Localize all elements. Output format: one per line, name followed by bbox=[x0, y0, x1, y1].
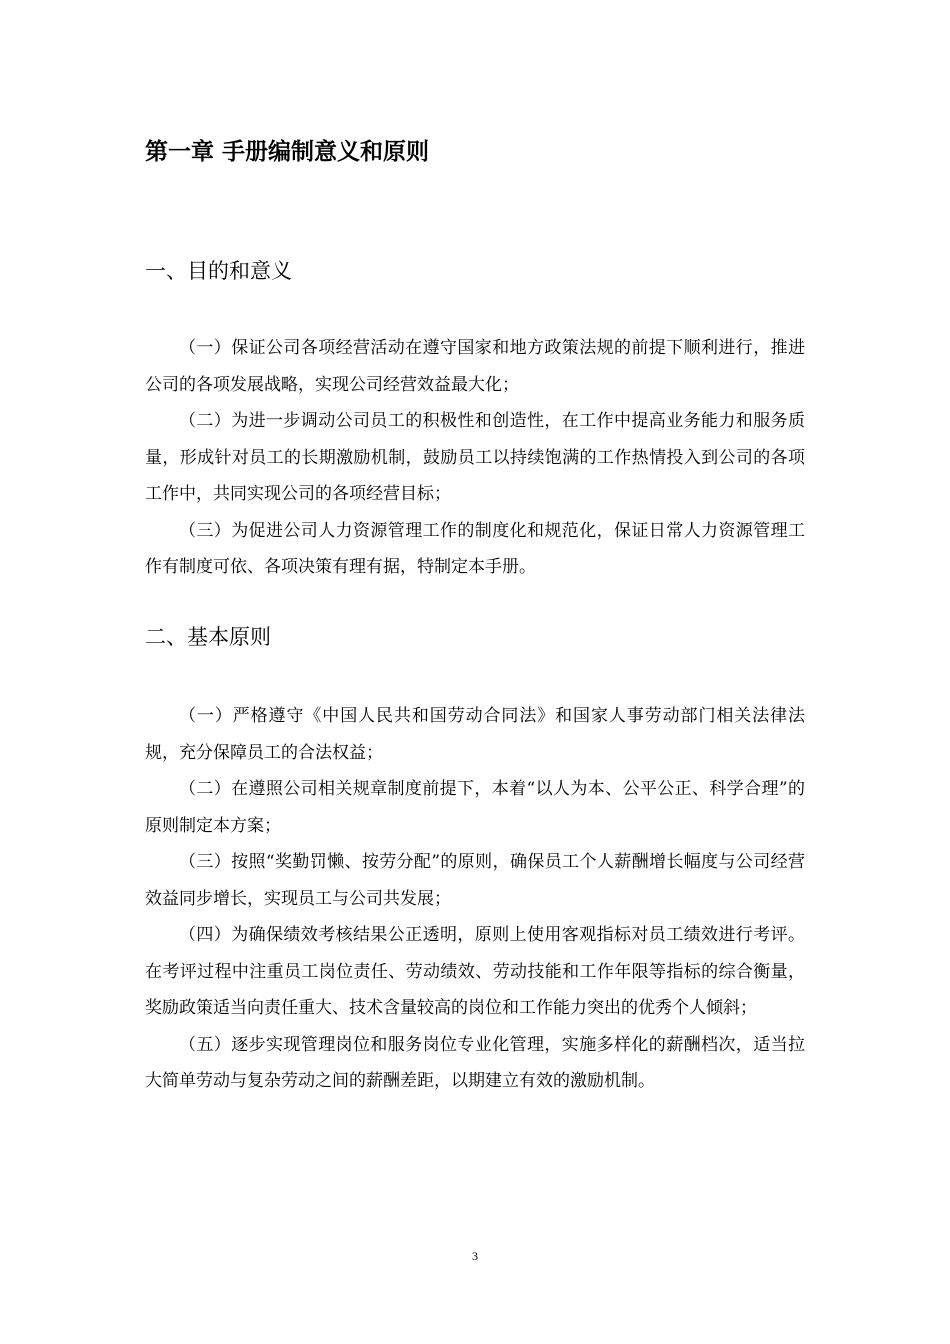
page-number: 3 bbox=[472, 1249, 478, 1263]
paragraph: （三）为促进公司人力资源管理工作的制度化和规范化，保证日常人力资源管理工作有制度可依、各项决策有理有据，特制定本手册。 bbox=[145, 520, 805, 577]
section-body-principles bbox=[145, 698, 805, 1100]
chapter-title: 第一章 手册编制意义和原则 bbox=[145, 139, 430, 165]
section-heading-purpose: 一、目的和意义 bbox=[145, 259, 292, 283]
paragraph: （五）逐步实现管理岗位和服务岗位专业化管理，实施多样化的薪酬档次，适当拉大简单劳动与复杂劳动之间的薪酬差距，以期建立有效的激励机制。 bbox=[145, 1034, 805, 1091]
section-body-purpose bbox=[145, 330, 805, 586]
paragraph: （一）保证公司各项经营活动在遵守国家和地方政策法规的前提下顺利进行，推进公司的各项发展战略，实现公司经营效益最大化； bbox=[145, 338, 805, 395]
paragraph: （二）在遵照公司相关规章制度前提下，本着“以人为本、公平公正、科学合理”的原则制定本方案； bbox=[145, 779, 805, 836]
paragraph: （四）为确保绩效考核结果公正透明，原则上使用客观指标对员工绩效进行考评。在考评过程中注重员工岗位责任、劳动绩效、劳动技能和工作年限等指标的综合衡量，奖励政策适当向责任重大、技术含量较高的岗位和工作能力突出的优秀个人倾斜； bbox=[145, 925, 805, 1018]
paragraph: （二）为进一步调动公司员工的积极性和创造性，在工作中提高业务能力和服务质量，形成针对员工的长期激励机制，鼓励员工以持续饱满的工作热情投入到公司的各项工作中，共同实现公司的各项经营目标； bbox=[145, 411, 805, 504]
paragraph: （三）按照“奖勤罚懒、按劳分配”的原则，确保员工个人薪酬增长幅度与公司经营效益同步增长，实现员工与公司共发展； bbox=[145, 852, 805, 909]
section-heading-principles: 二、基本原则 bbox=[145, 625, 271, 649]
paragraph: （一）严格遵守《中国人民共和国劳动合同法》和国家人事劳动部门相关法律法规，充分保障员工的合法权益； bbox=[145, 706, 805, 763]
